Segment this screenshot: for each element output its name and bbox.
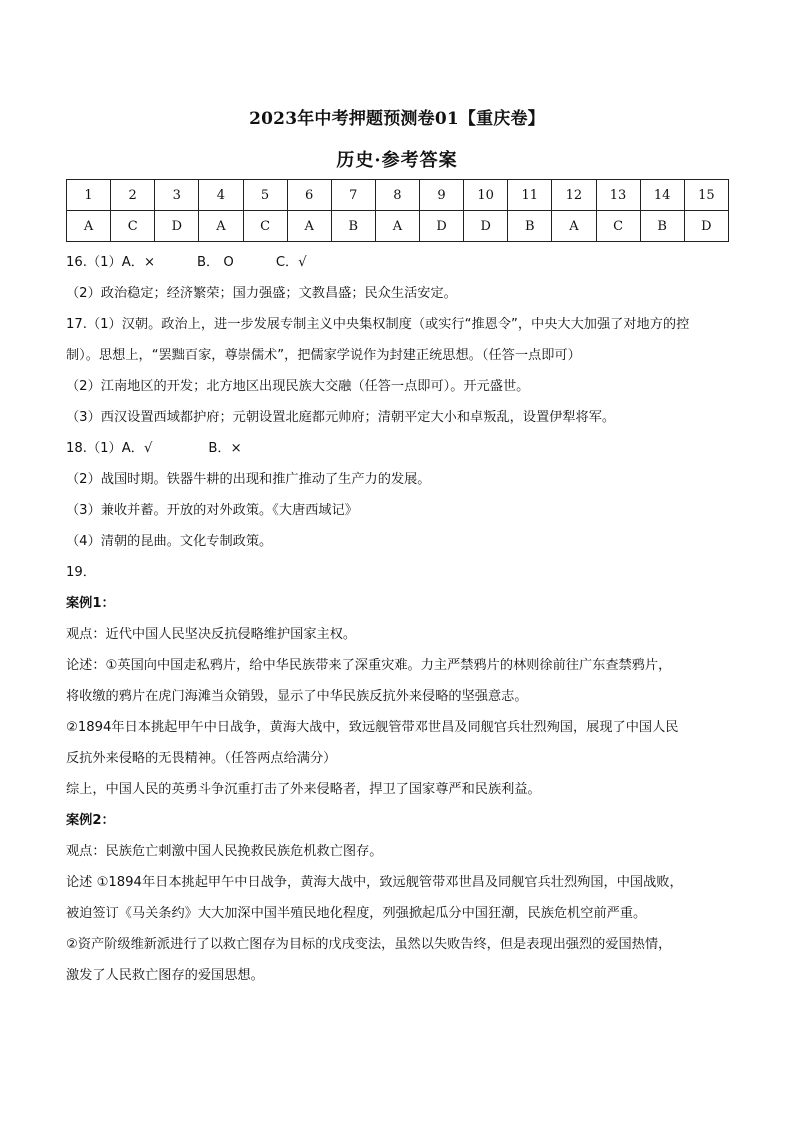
q17-part1-line2: 制）。思想上，“罢黜百家，尊崇儒术”，把儒家学说作为封建正统思想。（任答一点即可） [66, 348, 581, 363]
q19-case1-argument2-line1: ②1894年日本挑起甲午中日战争，黄海大战中，致远舰管带邓世昌及同舰官兵壮烈殉国，展现了中国人民 [66, 720, 679, 735]
q16-part1-a: 16.（1）A．× [66, 255, 155, 270]
q19-case1-argument1-line1: 论述：①英国向中国走私鸦片，给中华民族带来了深重灾难。力主严禁鸦片的林则徐前往广东查禁鸦片， [66, 658, 672, 673]
q18-part1-b: B．× [208, 441, 242, 456]
answer-cell: C [596, 211, 640, 242]
q16-part1 [66, 247, 730, 278]
q18-part4: （4）清朝的昆曲。文化专制政策。 [66, 534, 273, 549]
answer-cell: D [155, 211, 199, 242]
answer-cell: B [640, 211, 684, 242]
answer-cell: B [508, 211, 552, 242]
question-number-cell: 9 [420, 180, 464, 211]
answer-cell: A [552, 211, 596, 242]
answer-cell: D [420, 211, 464, 242]
question-number-cell: 11 [508, 180, 552, 211]
q16-part1-c: C．√ [275, 255, 307, 270]
q17-part2: （2）江南地区的开发；北方地区出现民族大交融（任答一点即可）。开元盛世。 [66, 379, 530, 394]
answer-cell: A [287, 211, 331, 242]
question-number-cell: 15 [684, 180, 728, 211]
q19-case2-view: 观点：民族危亡刺激中国人民挽救民族危机救亡图存。 [66, 844, 383, 859]
q18-part2: （2）战国时期。铁器牛耕的出现和推广推动了生产力的发展。 [66, 472, 431, 487]
q17-part3: （3）西汉设置西域都护府；元朝设置北庭都元帅府；清朝平定大小和卓叛乱，设置伊犁将军。 [66, 410, 616, 425]
answer-body [66, 247, 730, 991]
answer-cell: C [243, 211, 287, 242]
answer-cell: D [464, 211, 508, 242]
q18-part1 [66, 433, 730, 464]
answer-cell: C [111, 211, 155, 242]
question-number-cell: 13 [596, 180, 640, 211]
question-number-cell: 6 [287, 180, 331, 211]
answer-cell: B [331, 211, 375, 242]
question-number-cell: 5 [243, 180, 287, 211]
question-number-cell: 12 [552, 180, 596, 211]
q19-case2-argument2-line1: ②资产阶级维新派进行了以救亡图存为目标的戊戌变法，虽然以失败告终，但是表现出强烈的爱国热情， [66, 937, 672, 952]
question-number-cell: 10 [464, 180, 508, 211]
q19-case2-argument1-line1: 论述 ①1894年日本挑起甲午中日战争，黄海大战中，致远舰管带邓世昌及同舰官兵壮烈殉国，中国战败， [66, 875, 683, 890]
question-number-cell: 1 [67, 180, 111, 211]
answer-cell: A [67, 211, 111, 242]
answer-cell: A [199, 211, 243, 242]
q19-case1-summary: 综上，中国人民的英勇斗争沉重打击了外来侵略者，捍卫了国家尊严和民族利益。 [66, 782, 541, 797]
q16-part1-b: B． O [197, 255, 234, 270]
q16-part2: （2）政治稳定；经济繁荣；国力强盛；文教昌盛；民众生活安定。 [66, 286, 457, 301]
q18-part1-a: 18.（1）A．√ [66, 441, 153, 456]
q19-number: 19． [66, 565, 96, 580]
q19-case1-argument1-line2: 将收缴的鸦片在虎门海滩当众销毁，显示了中华民族反抗外来侵略的坚强意志。 [66, 689, 528, 704]
question-number-cell: 2 [111, 180, 155, 211]
question-number-cell: 3 [155, 180, 199, 211]
q18-part3: （3）兼收并蓄。开放的对外政策。《大唐西域记》 [66, 503, 358, 518]
page-subtitle: 历史·参考答案 [336, 150, 458, 171]
question-number-cell: 14 [640, 180, 684, 211]
q17-part1-line1: 17.（1）汉朝。政治上，进一步发展专制主义中央集权制度（或实行“推恩令”，中央大大加强了对地方的控 [66, 317, 690, 332]
page-title: 2023年中考押题预测卷01【重庆卷】 [249, 109, 545, 129]
question-number-cell: 7 [331, 180, 375, 211]
q19-case1-view: 观点：近代中国人民坚决反抗侵略维护国家主权。 [66, 627, 357, 642]
question-number-cell: 4 [199, 180, 243, 211]
answer-table-number-row [67, 180, 729, 211]
q19-case1-label: 案例1： [66, 596, 115, 611]
answer-cell: A [375, 211, 419, 242]
answer-table-answer-row [67, 211, 729, 242]
q19-case1-argument2-line2: 反抗外来侵略的无畏精神。（任答两点给满分） [66, 751, 337, 766]
answer-cell: D [684, 211, 728, 242]
q19-case2-argument2-line2: 激发了人民救亡图存的爱国思想。 [66, 968, 264, 983]
answer-table [66, 179, 729, 242]
q19-case2-argument1-line2: 被迫签订《马关条约》大大加深中国半殖民地化程度，列强掀起瓜分中国狂潮，民族危机空前严重。 [66, 906, 647, 921]
question-number-cell: 8 [375, 180, 419, 211]
q19-case2-label: 案例2： [66, 813, 115, 828]
